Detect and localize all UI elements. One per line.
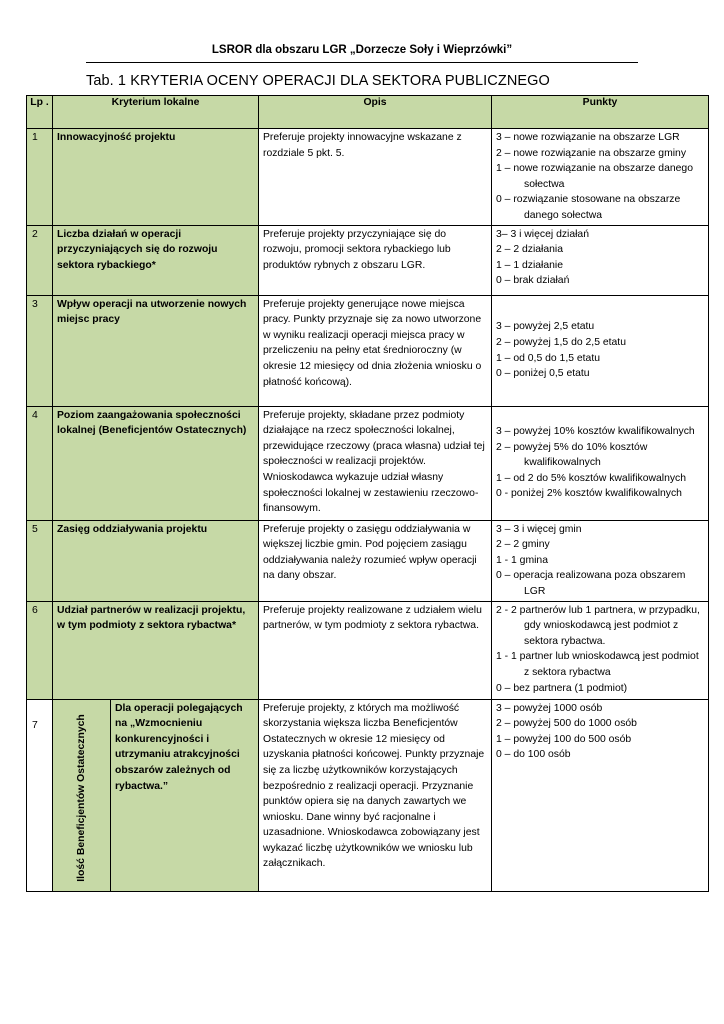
- table-body: [27, 129, 709, 892]
- points-item: 1 - 1 partner lub wnioskodawcą jest podmiot z sektora rybactwa: [496, 651, 699, 678]
- header-rule: [86, 62, 638, 63]
- table-row: [27, 225, 709, 295]
- table-row: [27, 406, 709, 520]
- header-lp: Lp .: [27, 96, 53, 129]
- points-item: 2 - 2 partnerów lub 1 partnera, w przypadku, gdy wnioskodawcą jest podmiot z sektora rybactwa.: [496, 604, 700, 647]
- points-item: 3– 3 i więcej działań: [496, 228, 589, 240]
- points-item: 3 – powyżej 1000 osób: [496, 702, 603, 714]
- points-item: 1 – od 2 do 5% kosztów kwalifikowalnych: [496, 472, 687, 484]
- table-row: [27, 699, 709, 891]
- points-item: 1 – 1 działanie: [496, 259, 564, 271]
- row-number: 2: [27, 225, 53, 295]
- criterion-group-label: Ilość Beneficjentów Ostatecznych: [75, 713, 87, 882]
- criteria-table: [26, 95, 709, 892]
- table-row: [27, 601, 709, 699]
- points-item: 2 – nowe rozwiązanie na obszarze gminy: [496, 147, 687, 159]
- criterion-description: Preferuje projekty realizowane z udziałem wielu partnerów, w tym podmioty z sektora rybactwa.: [259, 601, 492, 699]
- points-item: 0 - poniżej 2% kosztów kwalifikowalnych: [496, 488, 682, 500]
- row-number: 5: [27, 520, 53, 601]
- points-item: 0 – rozwiązanie stosowane na obszarze danego sołectwa: [496, 194, 681, 221]
- points-item: 0 – poniżej 0,5 etatu: [496, 368, 590, 380]
- points-item: 2 – powyżej 1,5 do 2,5 etatu: [496, 336, 626, 348]
- table-title: Tab. 1 KRYTERIA OCENY OPERACJI DLA SEKTORA PUBLICZNEGO: [86, 73, 550, 89]
- criterion-points: [492, 699, 709, 891]
- criterion-description: Preferuje projekty innowacyjne wskazane z rozdziale 5 pkt. 5.: [259, 129, 492, 226]
- points-item: 0 – brak działań: [496, 275, 570, 287]
- table-row: [27, 295, 709, 406]
- points-item: 1 – powyżej 100 do 500 osób: [496, 733, 632, 745]
- criterion-name: Liczba działań w operacji przyczyniających się do rozwoju sektora rybackiego*: [53, 225, 259, 295]
- criterion-points: [492, 129, 709, 226]
- criterion-points: [492, 295, 709, 406]
- points-item: 2 – 2 działania: [496, 244, 564, 256]
- criterion-description: Preferuje projekty generujące nowe miejsca pracy. Punkty przyznaje się za nowo utworzone w wyniku realizacji operacji miejsca pracy w przeliczeniu na pełny etat średnioroczny (w okresie 12 miesięcy od dnia złożenia wniosku o płatność końcową).: [259, 295, 492, 406]
- points-item: 1 – od 0,5 do 1,5 etatu: [496, 352, 600, 364]
- points-item: 2 – 2 gminy: [496, 539, 550, 551]
- header-punkty: Punkty: [492, 96, 709, 129]
- points-item: 0 – do 100 osób: [496, 749, 571, 761]
- header-kryterium: Kryterium lokalne: [53, 96, 259, 129]
- criterion-name: Zasięg oddziaływania projektu: [53, 520, 259, 601]
- header-opis: Opis: [259, 96, 492, 129]
- row-number: 6: [27, 601, 53, 699]
- row-number: 3: [27, 295, 53, 406]
- criterion-points: [492, 406, 709, 520]
- points-item: 3 – powyżej 2,5 etatu: [496, 321, 595, 333]
- table-row: [27, 520, 709, 601]
- criterion-description: Preferuje projekty, składane przez podmioty działające na rzecz społeczności lokalnej, przewidujące rzeczowy (praca własna) udział tej społeczności w realizacji projektów. Wnioskodawca wykazuje udział własny społeczności lokalnej w zestawieniu rzeczowo-finansowym.: [259, 406, 492, 520]
- criterion-points: [492, 601, 709, 699]
- points-item: 1 - 1 gmina: [496, 554, 548, 566]
- document-header: LSROR dla obszaru LGR „Dorzecze Soły i Wieprzówki”: [211, 44, 513, 56]
- points-item: 2 – powyżej 500 do 1000 osób: [496, 718, 637, 730]
- criterion-description: Preferuje projekty o zasięgu oddziaływania w większej liczbie gmin. Pod pojęciem zasiągu oddziaływania należy rozumieć wpływ operacji na dany obszar.: [259, 520, 492, 601]
- criterion-name: Udział partnerów w realizacji projektu, w tym podmioty z sektora rybactwa*: [53, 601, 259, 699]
- criterion-description: Preferuje projekty przyczyniające się do rozwoju, promocji sektora rybackiego lub produktów rybnych z obszaru LGR.: [259, 225, 492, 295]
- criterion-points: [492, 520, 709, 601]
- table-row: [27, 129, 709, 226]
- table-header-row: [27, 96, 709, 129]
- points-item: 0 – operacja realizowana poza obszarem LGR: [496, 570, 686, 597]
- criterion-name: Innowacyjność projektu: [53, 129, 259, 226]
- points-item: 0 – bez partnera (1 podmiot): [496, 682, 628, 694]
- criterion-description: Preferuje projekty, z których ma możliwość skorzystania większa liczba Beneficjentów Ostatecznych w okresie 12 miesięcy od uzyskania płatności końcowej. Punkty przyznaje się za liczbę użytkowników korzystających bezpośrednio z realizacji operacji. Przyznanie punktów opiera się na danych zawartych we wniosku. Dane winny być racjonalne i uzasadnione. Wnioskodawca zobowiązany jest wykazać liczbę użytkowników we wniosku lub załącznikach.: [259, 699, 492, 891]
- points-item: 3 – nowe rozwiązanie na obszarze LGR: [496, 132, 680, 143]
- row-number: 1: [27, 129, 53, 226]
- row-number: 7: [27, 699, 53, 891]
- row-number: 4: [27, 406, 53, 520]
- criterion-name: Poziom zaangażowania społeczności lokalnej (Beneficjentów Ostatecznych): [53, 406, 259, 520]
- criterion-group-cell: [53, 699, 111, 891]
- points-item: 1 – nowe rozwiązanie na obszarze danego sołectwa: [496, 163, 693, 190]
- points-item: 3 – powyżej 10% kosztów kwalifikowalnych: [496, 426, 695, 438]
- points-item: 2 – powyżej 5% do 10% kosztów kwalifikowalnych: [496, 441, 648, 469]
- criterion-points: [492, 225, 709, 295]
- criterion-name: Wpływ operacji na utworzenie nowych miejsc pracy: [53, 295, 259, 406]
- criterion-name: Dla operacji polegających na „Wzmocnieniu konkurencyjności i utrzymaniu atrakcyjności obszarów zależnych od rybactwa.”: [111, 699, 259, 891]
- points-item: 3 – 3 i więcej gmin: [496, 523, 582, 535]
